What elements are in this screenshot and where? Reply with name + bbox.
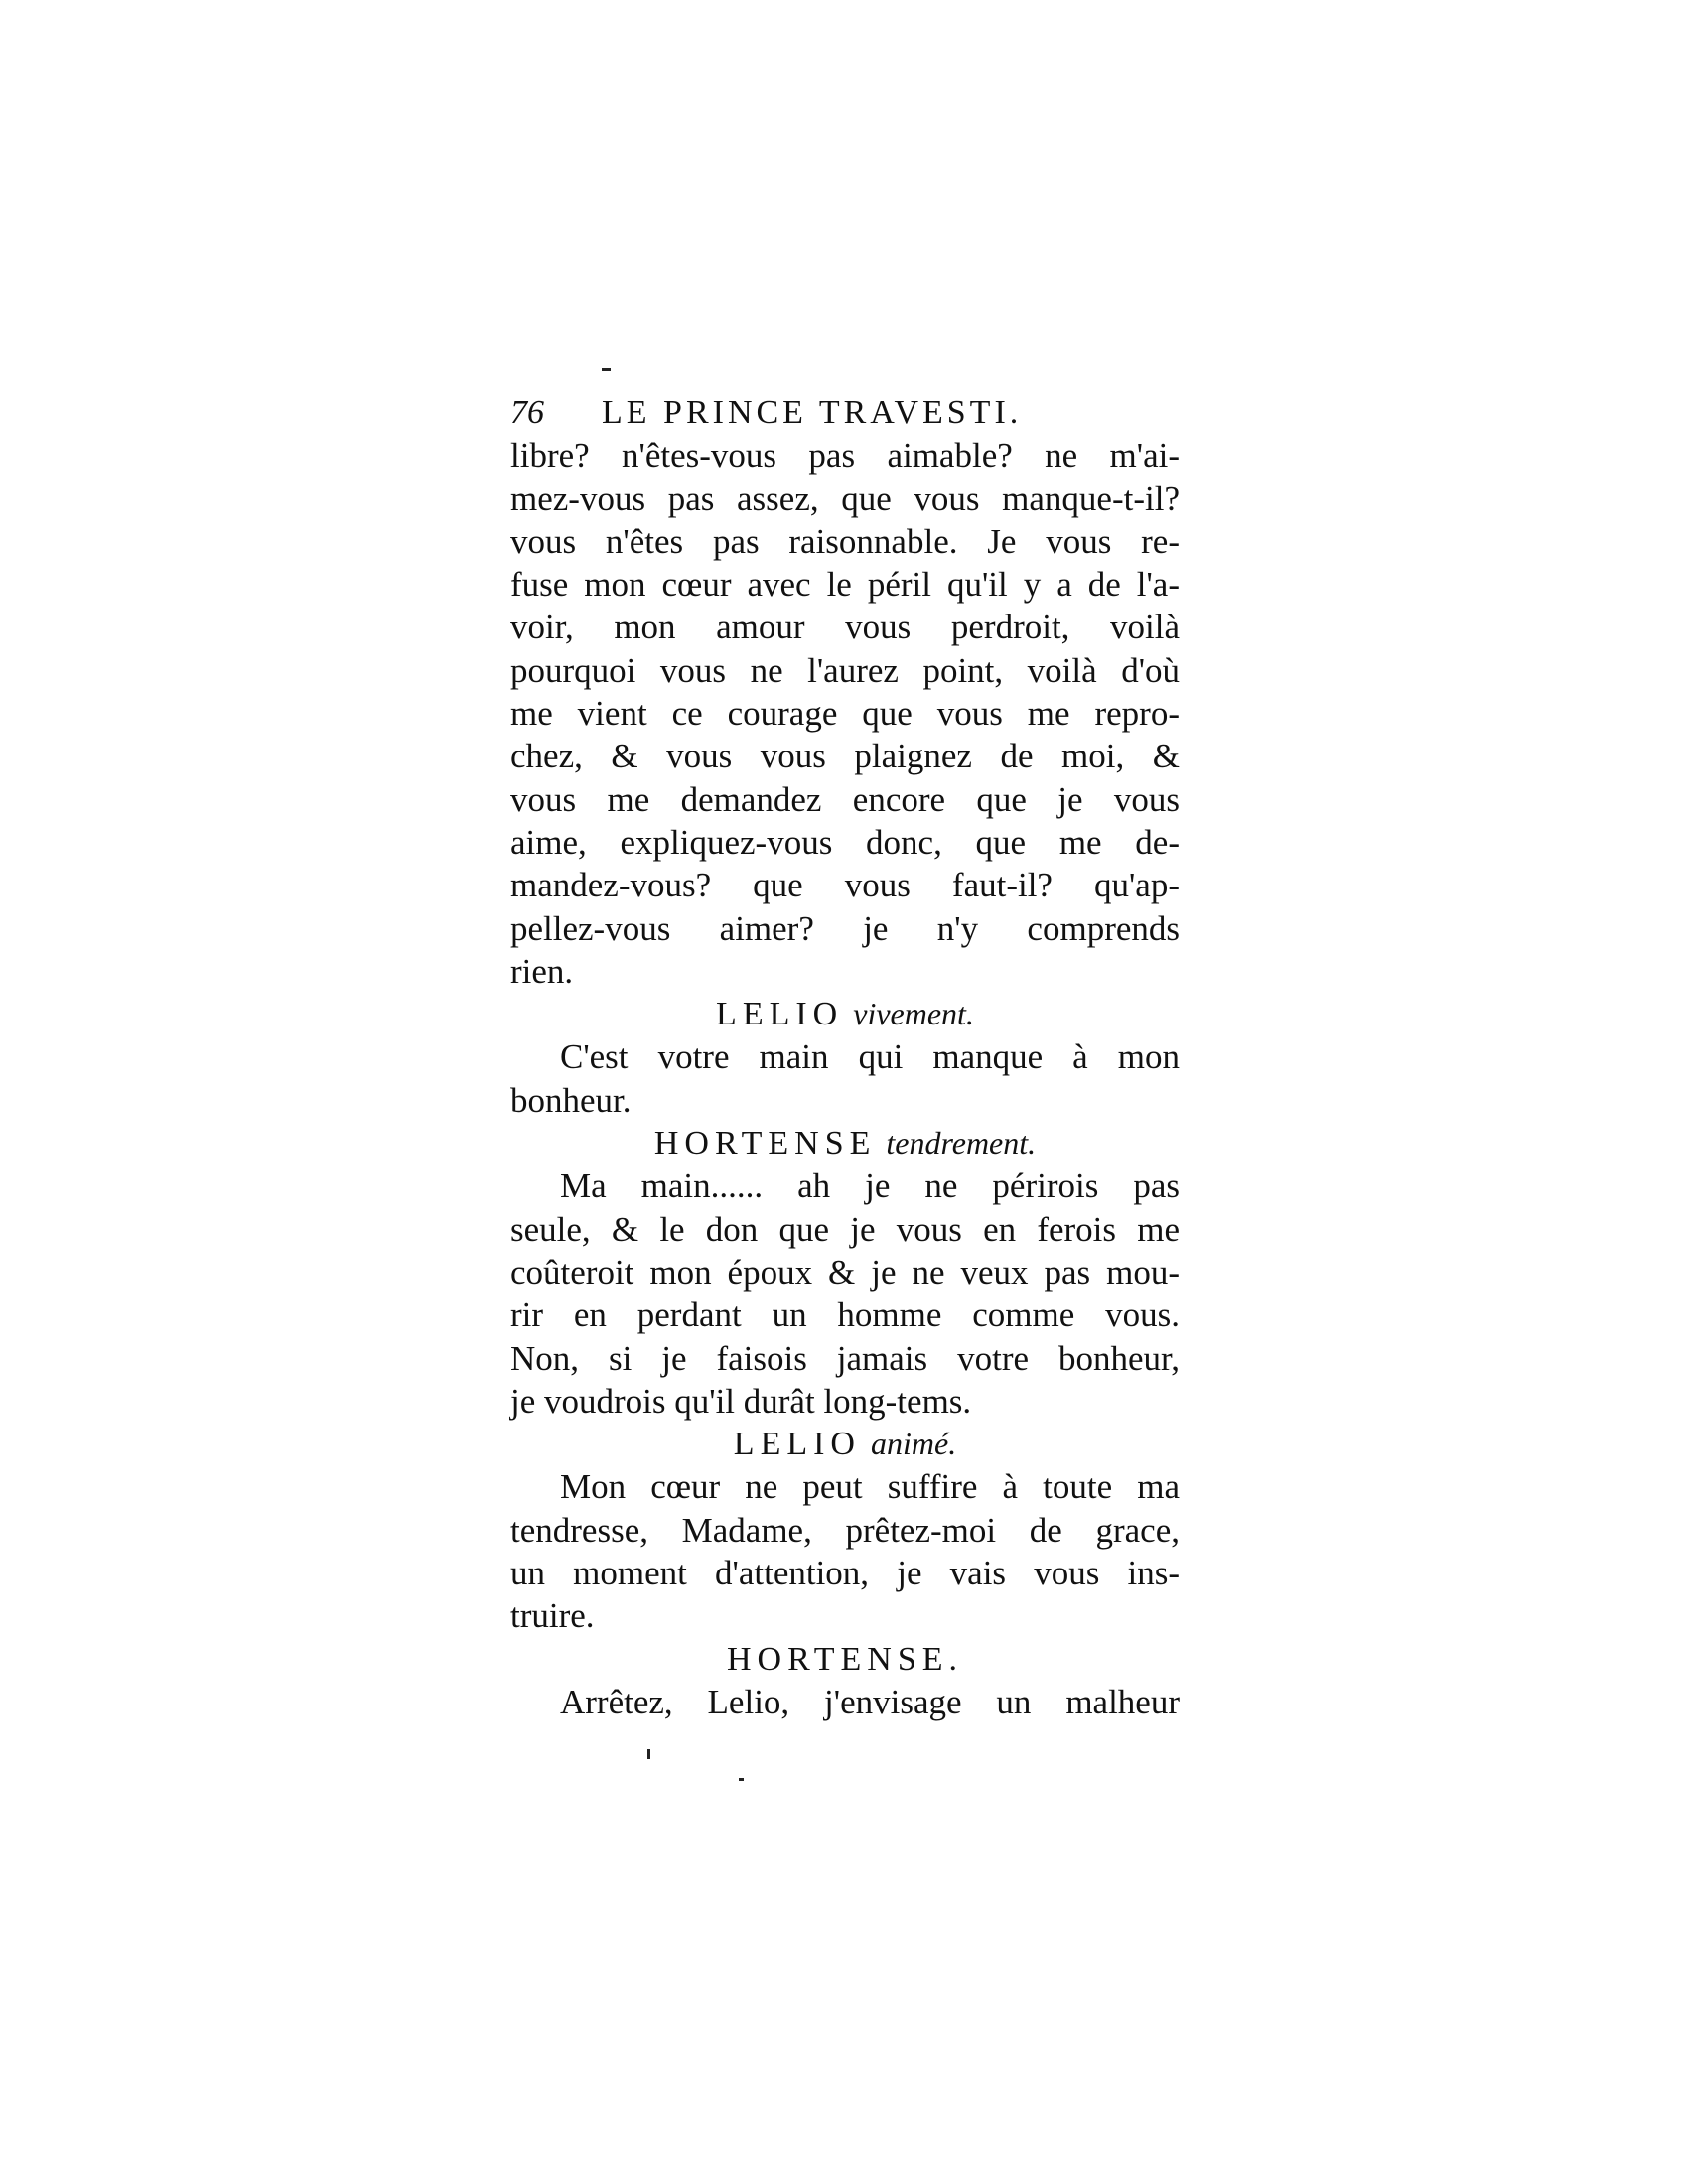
stage-direction: vivement. xyxy=(853,996,974,1032)
text-line: chez, & vous vous plaignez de moi, & xyxy=(510,737,1180,776)
text-line: libre? n'êtes-vous pas aimable? ne m'ai- xyxy=(510,436,1180,476)
speaker-heading xyxy=(510,1122,1180,1164)
text-line: un moment d'attention, je vais vous ins- xyxy=(510,1554,1180,1593)
speaker-name: HORTENSE xyxy=(653,1125,877,1162)
speaker-name: HORTENSE. xyxy=(726,1640,963,1678)
text-line: coûteroit mon époux & je ne veux pas mou- xyxy=(510,1252,1180,1292)
stage-direction: tendrement. xyxy=(886,1125,1037,1161)
page-number: 76 xyxy=(510,394,544,431)
running-header xyxy=(510,391,1180,434)
book-page xyxy=(510,391,1180,1723)
text-line: aime, expliquez-vous donc, que me de- xyxy=(510,822,1180,862)
specks xyxy=(602,368,611,371)
text-line: vous me demandez encore que je vous xyxy=(510,779,1180,819)
speaker-heading xyxy=(510,1638,1180,1681)
text-line: C'est votre main qui manque à mon xyxy=(560,1037,1180,1077)
text-line: rien. xyxy=(510,951,574,991)
speaker-name: LELIO xyxy=(716,996,844,1033)
text-line: Arrêtez, Lelio, j'envisage un malheur xyxy=(560,1682,1180,1721)
text-line: mez-vous pas assez, que vous manque-t-il? xyxy=(510,478,1180,518)
text-line: pellez-vous aimer? je n'y comprends xyxy=(510,908,1180,948)
text-line: truire. xyxy=(510,1596,595,1636)
text-line: mandez-vous? que vous faut-il? qu'ap- xyxy=(510,866,1180,905)
specks xyxy=(739,1778,744,1781)
speaker-heading xyxy=(510,993,1180,1035)
text-line: Ma main...... ah je ne périrois pas xyxy=(560,1166,1180,1206)
text-line: fuse mon cœur avec le péril qu'il y a de l'a- xyxy=(510,565,1180,605)
text-line: pourquoi vous ne l'aurez point, voilà d'où xyxy=(510,650,1180,690)
stage-direction: animé. xyxy=(870,1426,957,1462)
text-line: bonheur. xyxy=(510,1080,632,1120)
speaker-heading xyxy=(510,1423,1180,1465)
text-line: seule, & le don que je vous en ferois me xyxy=(510,1209,1180,1249)
text-line: vous n'êtes pas raisonnable. Je vous re- xyxy=(510,521,1180,561)
text-line: rir en perdant un homme comme vous. xyxy=(510,1296,1180,1335)
speaker-name: LELIO xyxy=(733,1426,861,1463)
running-title: LE PRINCE TRAVESTI. xyxy=(602,394,1023,431)
text-line: Mon cœur ne peut suffire à toute ma xyxy=(560,1467,1180,1507)
text-line: je voudrois qu'il durât long-tems. xyxy=(510,1381,972,1421)
text-line: Non, si je faisois jamais votre bonheur, xyxy=(510,1338,1180,1378)
specks xyxy=(647,1749,650,1759)
text-line: tendresse, Madame, prêtez-moi de grace, xyxy=(510,1510,1180,1550)
text-line: voir, mon amour vous perdroit, voilà xyxy=(510,608,1180,647)
text-line: me vient ce courage que vous me repro- xyxy=(510,694,1180,734)
